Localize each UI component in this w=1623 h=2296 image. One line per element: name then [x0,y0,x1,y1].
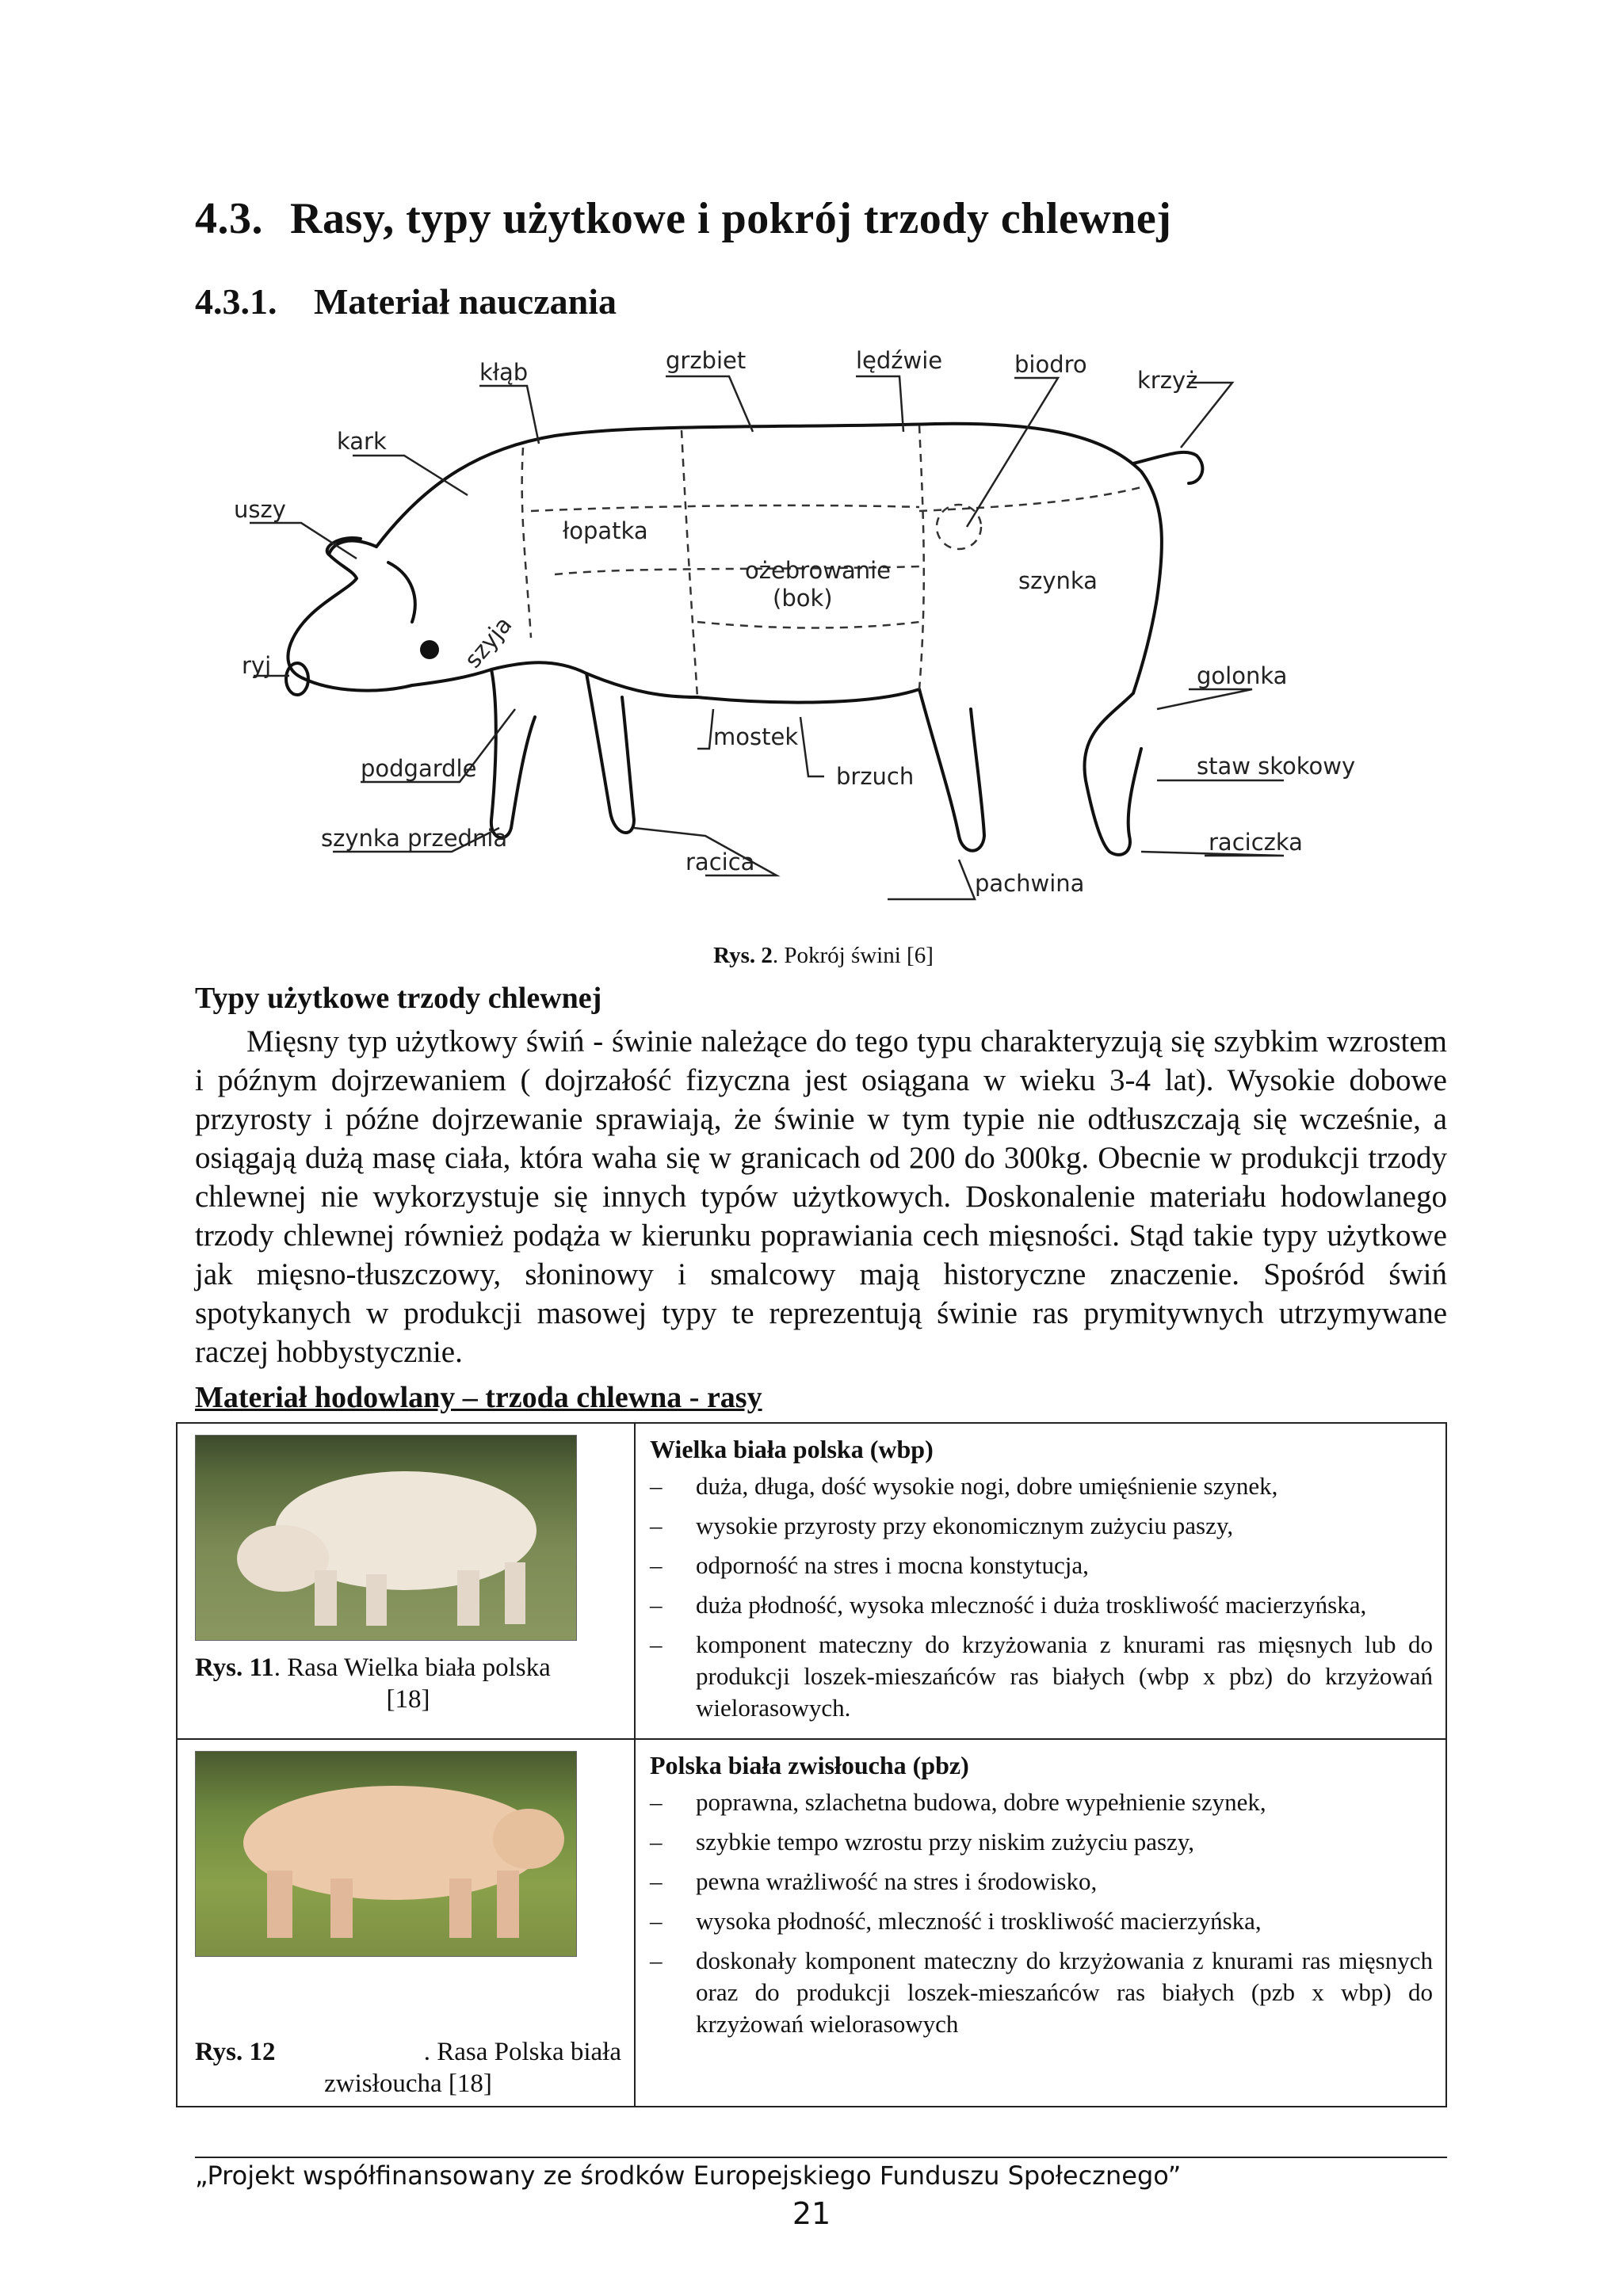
pig-photo-pbz [195,1751,577,1957]
label-biodro: biodro [1014,351,1087,378]
label-ozebrowanie: ożebrowanie [745,557,892,584]
label-staw-skokowy: staw skokowy [1197,753,1356,780]
label-podgardle: podgardle [361,755,477,782]
list-item: – szybkie tempo wzrostu przy niskim zużyciu paszy, [650,1828,1195,1855]
eye-mark [420,640,439,659]
label-szynka-przednia: szynka przednia [321,825,508,852]
feature-list [650,1787,1433,2040]
list-item: – pewna wrażliwość na stres i środowisko, [650,1867,1098,1895]
footer-divider [195,2157,1447,2158]
figure-caption: Rys. 2. Pokrój świni [6] [713,943,934,968]
pig-cut-diagram [222,337,1379,907]
section-title-breeds: Materiał hodowlany – trzoda chlewna - rasy [195,1381,762,1414]
subheading-number: 4.3.1. [195,281,277,322]
breed-name: Wielka biała polska (wbp) [650,1435,934,1463]
label-golonka: golonka [1197,662,1288,689]
list-item: – odporność na stres i mocna konstytucja, [650,1551,1089,1579]
breed-description [635,1423,1446,1739]
list-item: – wysoka płodność, mleczność i troskliwość macierzyńska, [650,1907,1262,1935]
label-bok: (bok) [773,585,833,612]
page-number: 21 [792,2196,831,2231]
list-item: – wysokie przyrosty przy ekonomicznym zużyciu paszy, [650,1512,1234,1539]
list-item: – poprawna, szlachetna budowa, dobre wypełnienie szynek, [650,1788,1266,1816]
table-row [177,1739,1446,2107]
label-szyja: szyja [459,611,517,673]
table-row [177,1423,1446,1739]
footer-text: „Projekt współfinansowany ze środków Europejskiego Funduszu Społecznego” [195,2161,1182,2191]
label-pachwina: pachwina [975,870,1085,897]
label-uszy: uszy [234,496,286,523]
list-item: – komponent mateczny do krzyżowania z knurami ras mięsnych lub do produkcji loszek-mieszańców ras białych (wbp x pbz) do krzyżowań wielorasowych. [650,1630,1433,1722]
label-racica: racica [685,849,755,875]
section-heading [195,193,1171,244]
label-szynka: szynka [1018,567,1098,594]
label-kark: kark [337,428,387,455]
feature-list [650,1470,1433,1724]
label-raciczka: raciczka [1209,829,1303,856]
photo-caption: Rys. 11. Rasa Wielka biała polska [18] [195,1653,551,1714]
label-brzuch: brzuch [836,763,915,790]
photo-cell [177,1423,635,1739]
label-grzbiet: grzbiet [666,347,747,374]
body-paragraph: Mięsny typ użytkowy świń - świnie należące do tego typu charakteryzują się szybkim wzrostem i późnym dojrzewaniem ( dojrzałość fizyczna jest osiągana w wieku 3-4 lat). Wysokie dobowe przyrosty i późne dojrzewanie sprawiają, że świnie w tym typie nie odtłuszczają się wcześnie, a osiągają dużą masę ciała, która waha się w granicach od 200 do 300kg. Obecnie w produkcji trzody chlewnej nie wykorzystuje się innych typów użytkowych. Doskonalenie materiału hodowlanego trzody chlewnej również podąża w kierunku poprawiania cech mięsności. Stąd takie typy użytkowe jak mięsno-tłuszczowy, słoninowy i smalcowy mają historyczne znaczenie. Spośród świń spotykanych w produkcji masowej typy te reprezentują świnie ras prymitywnych utrzymywane raczej hobbystycznie. [195,1024,1447,1369]
breeds-table [176,1422,1447,2107]
section-title-types: Typy użytkowe trzody chlewnej [195,982,602,1015]
breed-name: Polska biała zwisłoucha (pbz) [650,1751,969,1779]
heading-title: Rasy, typy użytkowe i pokrój trzody chlewnej [290,194,1172,243]
label-mostek: mostek [713,723,799,750]
subsection-heading [195,280,617,322]
heading-number: 4.3. [195,194,263,243]
list-item: – doskonały komponent mateczny do krzyżowania z knurami ras mięsnych oraz do produkcji loszek-mieszańców ras białych (pzb x wbp) do krzyżowań wielorasowych [650,1947,1433,2038]
list-item: – duża płodność, wysoka mleczność i duża troskliwość macierzyńska, [650,1591,1367,1619]
label-ryj: ryj [242,652,272,679]
label-ledzwie: lędźwie [856,347,943,374]
label-lopatka: łopatka [563,517,648,544]
list-item: – duża, długa, dość wysokie nogi, dobre umięśnienie szynek, [650,1472,1278,1500]
photo-cell [177,1739,635,2107]
photo-caption: Rys. 12 . Rasa Polska biała zwisłoucha [18] [195,2038,621,2098]
breed-description [635,1739,1446,2107]
pig-outline [288,424,1202,855]
pig-photo-wbp [195,1435,577,1641]
subheading-title: Materiał nauczania [314,281,617,322]
label-klab: kłąb [479,359,529,386]
label-krzyz: krzyż [1137,367,1198,394]
